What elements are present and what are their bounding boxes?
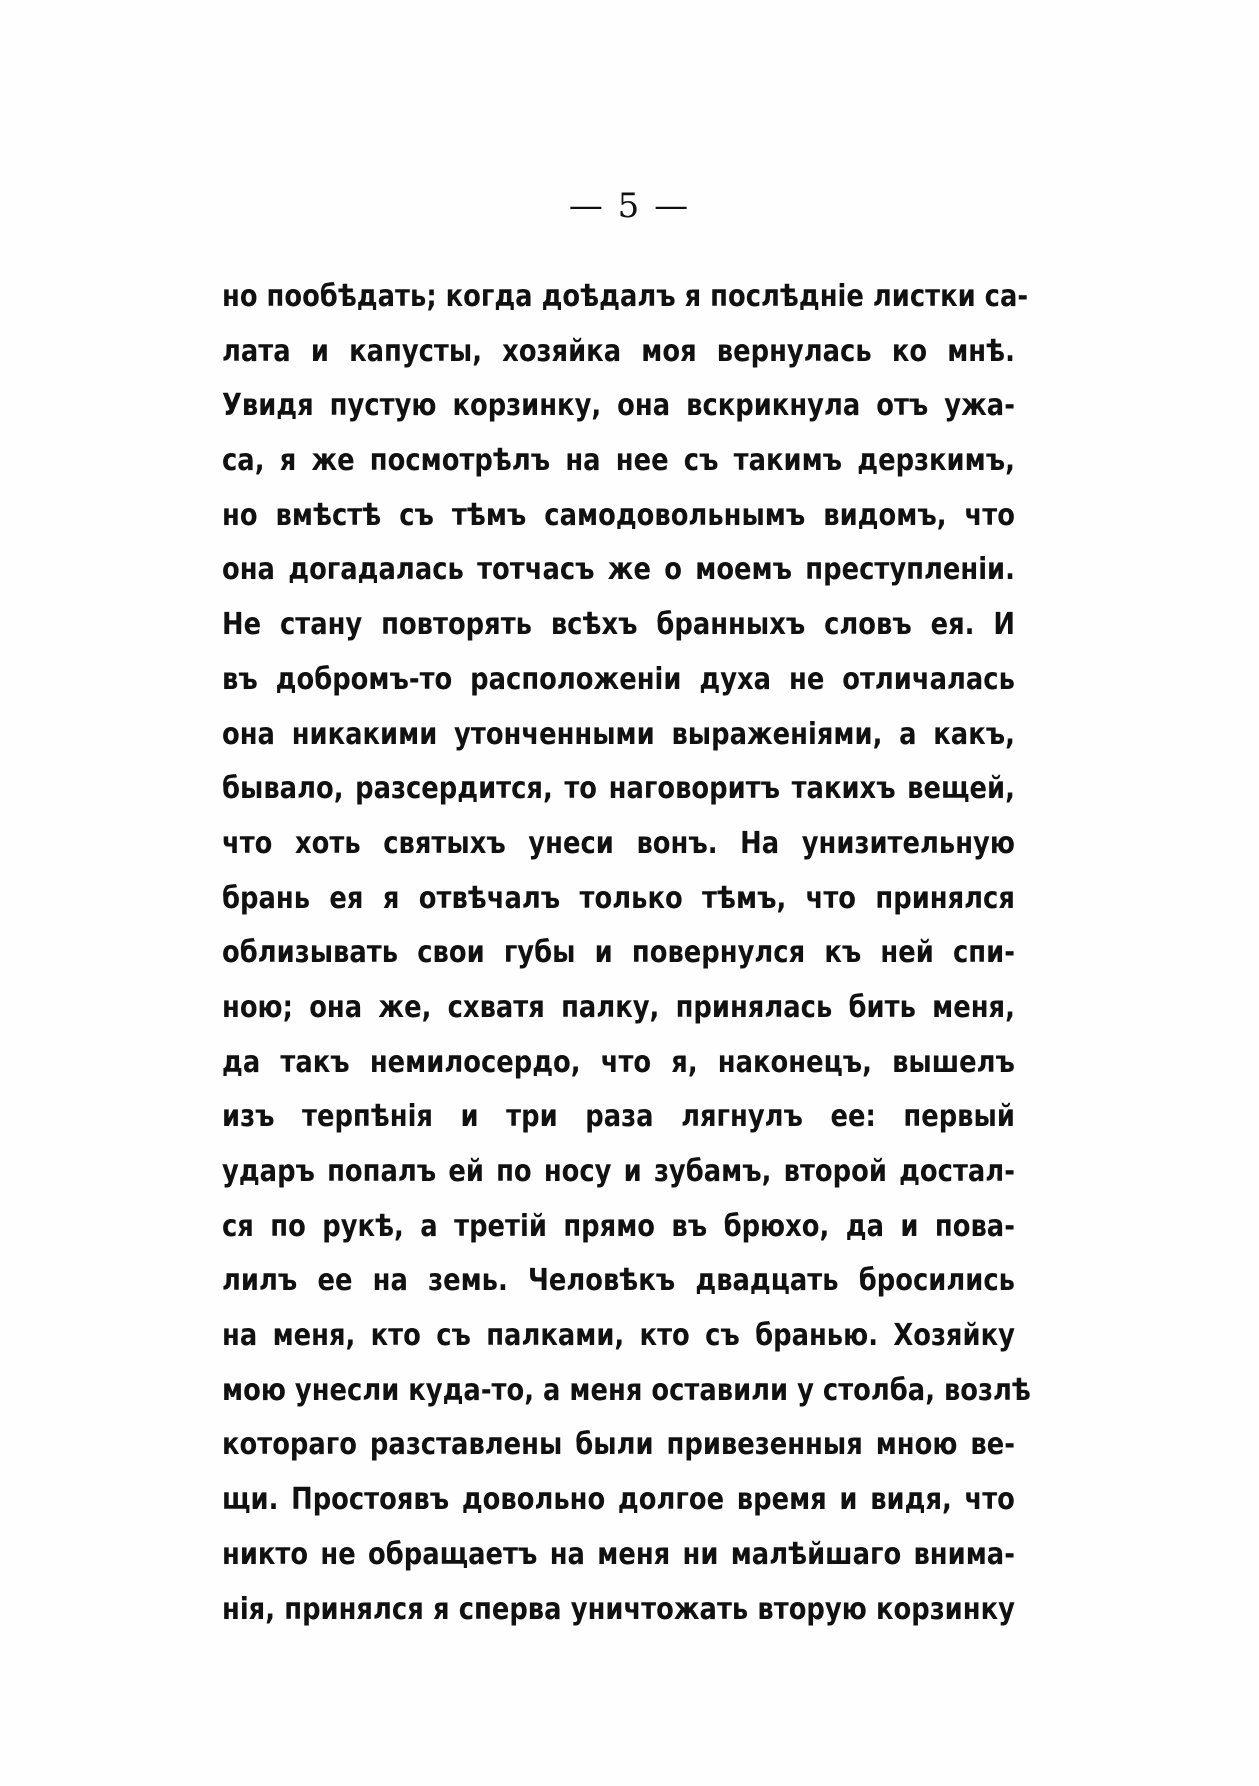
text-line: са, я же посмотрѣлъ на нее съ такимъ дерзкимъ, — [222, 443, 1015, 479]
text-line: брань ея я отвѣчалъ только тѣмъ, что принялся — [222, 880, 1015, 916]
text-line: бывало, разсердится, то наговоритъ такихъ вещей, — [222, 771, 1015, 807]
text-line: изъ терпѣнія и три раза лягнулъ ее: первый — [222, 1099, 1015, 1135]
text-line: щи. Простоявъ довольно долгое время и видя, что — [222, 1482, 1015, 1518]
text-line: никто не обращаетъ на меня ни малѣйшаго внима- — [222, 1536, 1015, 1572]
text-line: она догадалась тотчасъ же о моемъ преступленіи. — [222, 552, 1015, 588]
text-line: нія, принялся я сперва уничтожать вторую корзинку — [222, 1591, 1015, 1627]
page-number: — 5 — — [568, 186, 691, 226]
text-line: Увидя пустую корзинку, она вскрикнула отъ ужа- — [222, 388, 1015, 424]
text-line: но вмѣстѣ съ тѣмъ самодовольнымъ видомъ, что — [222, 497, 1015, 533]
text-line: котораго разставлены были привезенныя мною ве- — [222, 1427, 1015, 1463]
text-line: что хоть святыхъ унеси вонъ. На унизительную — [222, 825, 1015, 861]
text-line: на меня, кто съ палками, кто съ бранью. Хозяйку — [222, 1318, 1015, 1354]
text-line: она никакими утонченными выраженіями, а какъ, — [222, 716, 1015, 752]
text-line: мою унесли куда-то, а меня оставили у столба, возлѣ — [222, 1372, 1031, 1408]
text-line: лата и капусты, хозяйка моя вернулась ко мнѣ. — [222, 333, 1015, 369]
body-text — [222, 270, 1031, 1637]
text-line: ною; она же, схватя палку, принялась бить меня, — [222, 989, 1015, 1025]
text-line: но пообѣдать; когда доѣдалъ я послѣдніе листки са- — [222, 279, 1029, 314]
text-line: ся по рукѣ, а третій прямо въ брюхо, да и пова- — [222, 1208, 1015, 1244]
text-line: лилъ ее на земь. Человѣкъ двадцать бросились — [222, 1263, 1015, 1299]
text-line: ударъ попалъ ей по носу и зубамъ, второй достал- — [222, 1154, 1015, 1189]
text-line: Не стану повторять всѣхъ бранныхъ словъ ея. И — [222, 607, 1015, 643]
text-line: въ добромъ-то расположеніи духа не отличалась — [222, 661, 1015, 697]
text-line: да такъ немилосердо, что я, наконецъ, вышелъ — [222, 1044, 1015, 1080]
text-line: облизывать свои губы и повернулся къ ней спи- — [222, 935, 1015, 971]
